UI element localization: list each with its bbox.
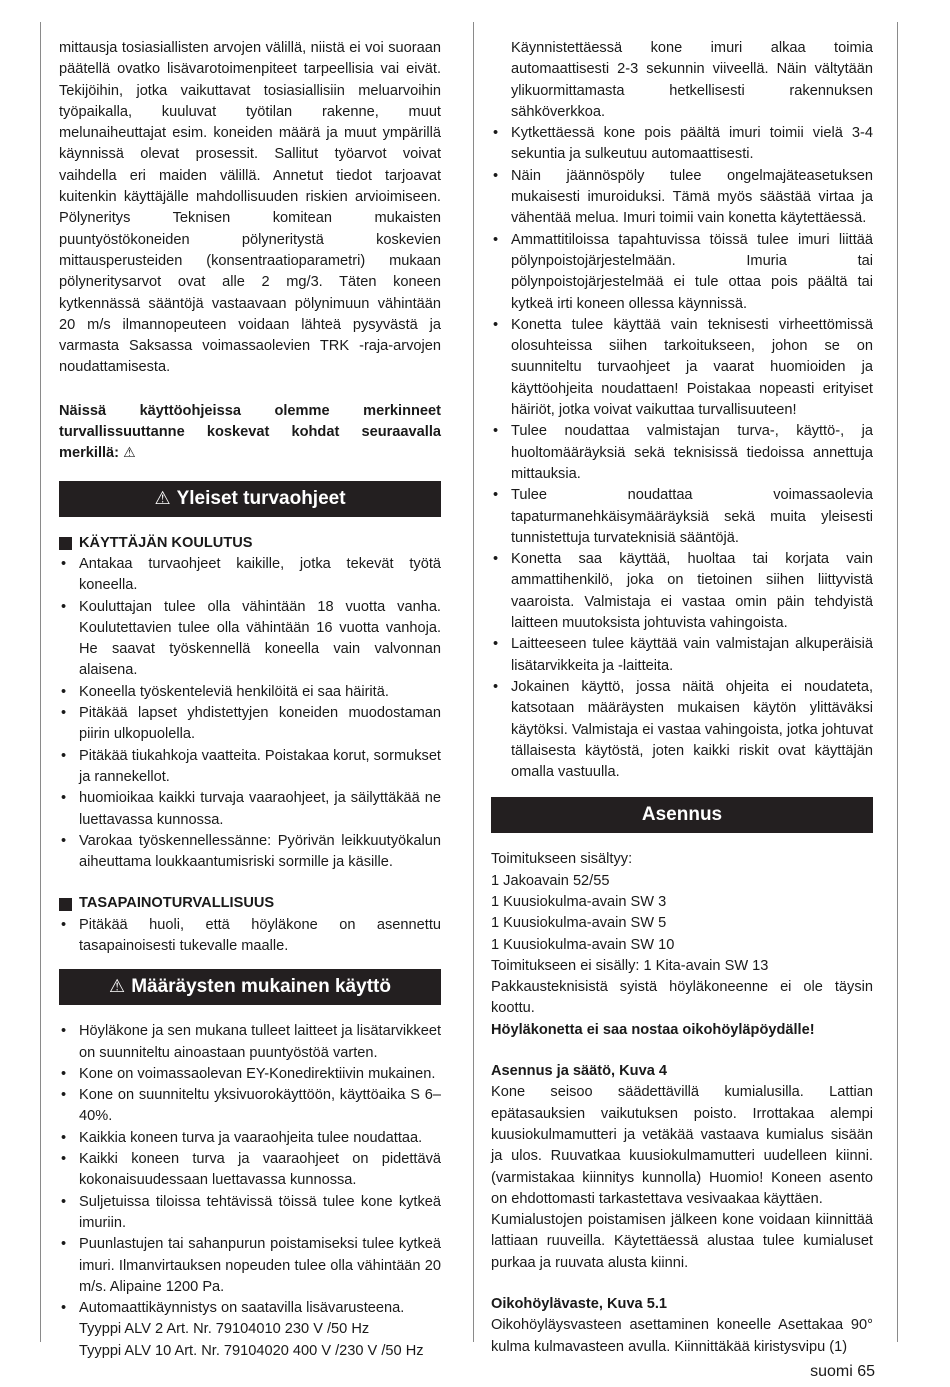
warning-triangle-icon: ⚠ [123,445,136,462]
list-item: • Pitäkää tiukahkoja vaatteita. Poistakaa korut, sormukset ja rannekellot. [59,746,441,789]
intended-use-list [59,1021,441,1362]
delivery-line: 1 Kuusiokulma-avain SW 5 [491,915,667,932]
subheading-text: TASAPAINOTURVALLISUUS [79,895,275,912]
intro-paragraph: mittausja tosiasiallisten arvojen välillä, niistä ei voi suoraan päätellä ovatko lisävarotoimenpiteet tarpeellisia vai eivät. Tekijöihin, jotka vaikuttavat tosiasiallisiin meluarvoihin työpaikalla, kuuluvat työtilan rakenne, muut melunaiheuttajat esim. koneiden määrä ja muut ympärillä käynnissä olevat prosessit. Sallitut työarvot voivat vaihdella eri maiden välillä. Annetut tiedot tarjoavat kuitenkin käyttäjälle mahdollisuuden riskien arvioimiseen. Pölyneritys Teknisen komitean mukaisten puuntyöstökoneiden pölyneritystä koskevien mittausperusteiden (konsentraatioparametri) mukaan pölyneritysarvot ovat alle 2 mg/3. Täten koneen kytkennässä sääntöjä vastaavaan pölynimuun vähintään 20 m/s ilmannopeuteen voidaan lähteä pysyvästä ja varmasta Saksassa voimassaolevien TRK -raja-arvojen noudattamisesta. [59,40,441,376]
list-item: • Varokaa työskennellessänne: Pyörivän leikkuutyökalun aiheuttama loukkaantumisriski sormille ja käsille. [59,831,441,874]
list-item: • Koneella työskenteleviä henkilöitä ei saa häiritä. [59,682,441,703]
section-title-intended-use [59,969,441,1005]
delivery-line: 1 Kuusiokulma-avain SW 10 [491,936,675,953]
list-item-line: • Automaattikäynnistys on saatavilla lisävarusteena. [79,1300,405,1317]
list-item: • Konetta saa käyttää, huoltaa tai korjata vain ammattihenkilö, joka on tietoinen siihen liittyvistä vaaroista. Valmistaja ei vastaa omin päin tehdyistä laitteen muutoksista johtuvista vahingoista. [491,549,873,634]
list-item: • Ammattitiloissa tapahtuvissa töissä tulee imuri liittää pölynpoistojärjestelmään. Imuria tai pölynpoistojärjestelmää ei tule ottaa pois päältä tai kytkeä irti koneen ollessa käynnissä. [491,230,873,315]
left-column [59,38,441,1362]
warning-triangle-icon: ⚠ [109,976,126,998]
delivery-line: Toimitukseen sisältyy: [491,851,633,868]
list-item-line: Tyyppi ALV 2 Art. Nr. 79104010 230 V /50 Hz [79,1321,370,1338]
list-item: • Kaikkia koneen turva ja vaaraohjeita tulee noudattaa. [59,1128,441,1149]
section-title-text: Määräysten mukainen käyttö [131,976,391,998]
center-column-rule [473,22,474,1342]
list-item: • Antakaa turvaohjeet kaikille, jotka tekevät työtä koneella. [59,554,441,597]
square-bullet-icon [59,898,72,911]
warning-triangle-icon: ⚠ [154,487,171,509]
list-item: • Höyläkone ja sen mukana tulleet laitteet ja lisätarvikkeet on suunniteltu ainoastaan puuntyöstöä varten. [59,1021,441,1064]
square-bullet-icon [59,537,72,550]
right-column [491,38,873,1358]
list-item: • Kone on suunniteltu yksivuorokäyttöön, käyttöaika S 6–40%. [59,1085,441,1128]
subheading-user-training [59,533,441,554]
list-item: • Tulee noudattaa voimassaolevia tapaturmanehkäisymääräyksiä sekä muita yleisesti tunnistettuja turvateknisiä sääntöjä. [491,485,873,549]
list-item: • Kouluttajan tulee olla vähintään 18 vuotta vanha. Koulutettavien tulee olla vähintään 16 vuotta vanhoja. He saavat työskennellä koneella vain valvonnan alaisena. [59,597,441,682]
balance-safety-list [59,915,441,958]
assembly-text: Kone seisoo säädettävillä kumialusilla. Lattian epätasauksien vaikutuksen poisto. Irrottakaa alempi kuusiokulmamutteri ja vetäkää vastaava kumialus sisään ja ulos. Ruuvatkaa kuusiokulmamutteri uudelleen kiinni. (varmistakaa kiinnitys kunnolla) Huomio! Koneen asento on ehdottomasti tarkastettava vesivaakaa käyttäen. [491,1084,873,1207]
delivery-line: Toimitukseen ei sisälly: 1 Kita-avain SW 13 [491,957,769,974]
list-item [59,1298,441,1362]
list-item: • Puunlastujen tai sahanpurun poistamiseksi tulee kytkeä imuri. Ilmanvirtauksen nopeuden tulee olla vähintään 20 m/s. Alipaine 1200 Pa. [59,1234,441,1298]
list-item: • Konetta tulee käyttää vain teknisesti virheettömissä olosuhteissa siihen tarkoitukseen, johon se on suunniteltu turvaohjeet ja vaarat huomioiden ja käyttöohjeita noudattaen! Poistakaa nopeasti erityiset häiriöt, jotka voivat vaikuttaa turvallisuuteen! [491,315,873,421]
list-item: • huomioikaa kaikki turvaja vaaraohjeet, ja säilyttäkää ne luettavassa kunnossa. [59,788,441,831]
safety-note-text: Näissä käyttöohjeissa olemme merkinneet turvallissuuttanne koskevat kohdat seuraavalla merkillä: [59,402,441,462]
section-title-text: Asennus [641,804,723,826]
list-item: • Suljetuissa tiloissa tehtävissä töissä tulee kone kytkeä imuriin. [59,1192,441,1235]
right-column-rule [897,22,898,1342]
list-item: • Tulee noudattaa valmistajan turva-, käyttö-, ja huoltomääräyksiä sekä teknisissä tiedoissa annettuja mittauksia. [491,421,873,485]
assembly-heading: Asennus ja säätö, Kuva 4 [491,1063,668,1080]
subheading-text: KÄYTTÄJÄN KOULUTUS [79,534,253,551]
section-title-general-safety [59,481,441,517]
packaging-note: Pakkausteknisistä syistä höyläkoneenne ei ole täysin koottu. [491,979,873,1017]
section-title-text: Yleiset turvaohjeet [176,487,346,509]
fence-text: Oikohöyläysvasteen asettaminen koneelle Asettakaa 90° kulma kulmavasteen avulla. Kiinnittäkää kiristysvipu (1) [491,1317,873,1355]
list-item: • Laitteeseen tulee käyttää vain valmistajan alkuperäisiä lisätarvikkeita ja -laitteita. [491,634,873,677]
fence-heading: Oikohöylävaste, Kuva 5.1 [491,1296,668,1313]
user-training-list [59,554,441,873]
left-column-rule [40,22,41,1342]
list-item: • Näin jäännöspöly tulee ongelmajäteasetuksen mukaisesti imuroiduksi. Tämä myös säästää virtaa ja vähentää melua. Imuri toimii vain konetta käytettäessä. [491,166,873,230]
list-item: • Kone on voimassaolevan EY-Konedirektiivin mukainen. [59,1064,441,1085]
list-item: • Pitäkää lapset yhdistettyjen koneiden muodostaman piirin ulkopuolella. [59,703,441,746]
page-number: suomi 65 [810,1363,875,1380]
list-item-line: Tyyppi ALV 10 Art. Nr. 79104020 400 V /230 V /50 Hz [79,1342,424,1359]
assembly-text-2: Kumialustojen poistamisen jälkeen kone voidaan kiinnittää lattiaan ruuveilla. Käytettäessä alustaa tulee kumialuset purkaa ja ruuvata alusta kiinni. [491,1212,873,1271]
continued-paragraph: Käynnistettäessä kone imuri alkaa toimia automaattisesti 2-3 sekunnin viiveellä. Näin vältytään ylikuormittamasta hetkellisesti rakennuksen sähköverkkoa. [511,40,873,120]
lift-warning: Höyläkonetta ei saa nostaa oikohöyläpöydälle! [491,1021,815,1038]
subheading-balance-safety [59,893,441,914]
delivery-line: 1 Kuusiokulma-avain SW 3 [491,893,667,910]
delivery-line: 1 Jakoavain 52/55 [491,872,610,889]
safety-rules-list [491,123,873,783]
list-item: • Pitäkää huoli, että höyläkone on asennettu tasapainoisesti tukevalle maalle. [59,915,441,958]
list-item: • Kaikki koneen turva ja vaaraohjeet on pidettävä kokonaisuudessaan luettavassa kunnossa. [59,1149,441,1192]
section-title-assembly [491,797,873,833]
safety-note [59,401,441,465]
delivery-contents [491,849,873,977]
list-item: • Jokainen käyttö, jossa näitä ohjeita ei noudateta, katsotaan määräysten mukaisen käytön ylittäväksi käytöksi. Valmistaja ei vastaa vahingoista, jotka johtuvat tällaisesta käytöstä, joten kaikki riskit ovat käyttäjän omalla vastuulla. [491,677,873,783]
list-item: • Kytkettäessä kone pois päältä imuri toimii vielä 3-4 sekuntia ja sulkeutuu automaattisesti. [491,123,873,166]
